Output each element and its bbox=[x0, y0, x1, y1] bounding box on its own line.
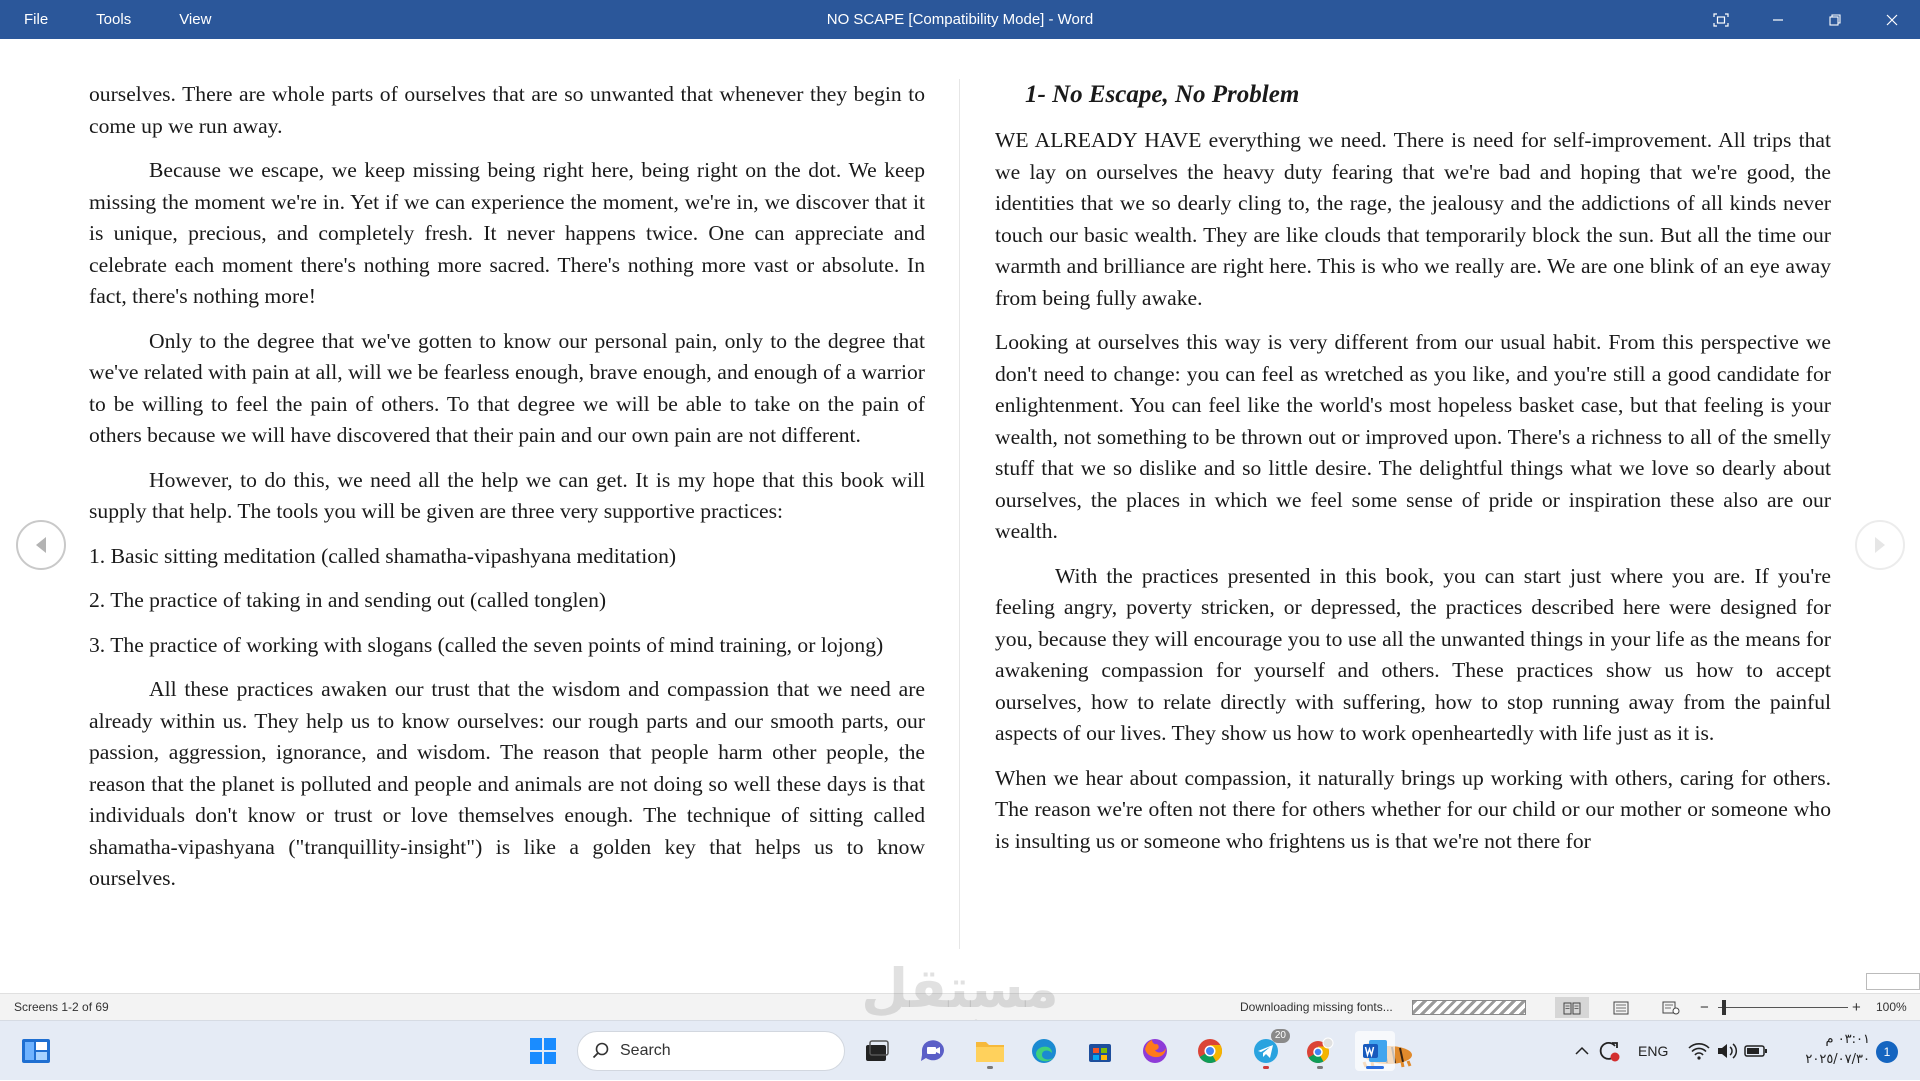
page-divider bbox=[959, 79, 960, 949]
store-icon bbox=[1087, 1038, 1113, 1064]
running-indicator bbox=[1263, 1066, 1269, 1069]
focus-button[interactable] bbox=[1692, 0, 1749, 39]
zoom-slider-track[interactable] bbox=[1718, 1007, 1848, 1008]
restore-button[interactable] bbox=[1806, 0, 1863, 39]
windows-logo-icon bbox=[529, 1037, 557, 1065]
firefox-icon bbox=[1141, 1037, 1169, 1065]
close-button[interactable] bbox=[1863, 0, 1920, 39]
menu-tools[interactable]: Tools bbox=[96, 11, 132, 28]
taskbar-teams[interactable] bbox=[913, 1031, 953, 1071]
zoom-in-button[interactable]: + bbox=[1852, 999, 1861, 1016]
search-icon bbox=[592, 1042, 610, 1060]
sync-error-icon[interactable] bbox=[1598, 1040, 1620, 1062]
zoom-slider-thumb[interactable] bbox=[1722, 1000, 1726, 1015]
taskbar-chrome-profile[interactable] bbox=[1300, 1031, 1340, 1071]
book-icon bbox=[1563, 1001, 1581, 1015]
widgets-button[interactable] bbox=[16, 1031, 56, 1071]
chrome-profile-icon bbox=[1305, 1037, 1335, 1065]
wifi-icon[interactable] bbox=[1688, 1042, 1710, 1060]
task-view-icon bbox=[864, 1039, 890, 1063]
web-layout-icon bbox=[1662, 1001, 1680, 1015]
running-indicator bbox=[1317, 1066, 1323, 1069]
next-screen-button[interactable] bbox=[1855, 520, 1905, 570]
taskbar-word[interactable] bbox=[1355, 1031, 1395, 1071]
focus-icon bbox=[1713, 13, 1729, 27]
taskbar-file-explorer[interactable] bbox=[970, 1031, 1010, 1071]
active-indicator bbox=[1366, 1066, 1384, 1069]
word-icon bbox=[1361, 1037, 1389, 1065]
minimize-icon bbox=[1772, 14, 1784, 26]
taskbar-search[interactable] bbox=[577, 1031, 845, 1071]
right-page bbox=[995, 79, 1831, 870]
reading-view bbox=[0, 39, 1920, 974]
arrow-right-icon bbox=[1871, 535, 1889, 555]
chrome-icon bbox=[1196, 1037, 1224, 1065]
web-layout-button[interactable] bbox=[1654, 997, 1688, 1018]
window-controls bbox=[1692, 0, 1920, 39]
taskbar bbox=[0, 1020, 1920, 1080]
list-item: 1. Basic sitting meditation (called shamatha-vipashyana meditation) bbox=[89, 543, 677, 568]
read-mode-button[interactable] bbox=[1555, 997, 1589, 1018]
status-message: Downloading missing fonts... bbox=[1240, 1000, 1393, 1014]
window-title: NO SCAPE [Compatibility Mode] - Word bbox=[826, 11, 1094, 28]
paragraph: Looking at ourselves this way is very different from our usual habit. From this perspective we don't need to change: you can feel as wretched as you like, and you're still a good candidate for enlightenment. You can feel like the world's most hopeless basket case, but that feeling is your wealth, not something to be thrown out or improved upon. There's a richness to all of the smelly stuff that we so dislike and so little desire. The delightful things what we love so dearly about ourselves, the places in which we feel some sense of pride or inspiration these also are our wealth. bbox=[995, 330, 1831, 543]
paragraph: When we hear about compassion, it naturally brings up working with others, caring for others. The reason we're often not there for others whether for our child or our mother or someone who is insulting us or someone who frightens us is that we're not there for bbox=[995, 765, 1831, 853]
page-icon bbox=[1613, 1001, 1629, 1015]
left-page bbox=[89, 79, 925, 908]
start-button[interactable] bbox=[523, 1031, 563, 1071]
scroll-indicator bbox=[1866, 973, 1920, 990]
chevron-up-icon[interactable] bbox=[1574, 1046, 1590, 1056]
taskbar-edge[interactable] bbox=[1024, 1031, 1064, 1071]
clock-time: ٠٣:٠١ م bbox=[1825, 1032, 1870, 1047]
arrow-left-icon bbox=[32, 535, 50, 555]
widgets-icon bbox=[21, 1038, 51, 1064]
minimize-button[interactable] bbox=[1749, 0, 1806, 39]
list-item: 3. The practice of working with slogans (called the seven points of mind training, or lojong) bbox=[89, 632, 884, 657]
search-label: Search bbox=[620, 1042, 671, 1059]
system-clock[interactable] bbox=[1790, 1030, 1870, 1070]
notification-badge[interactable]: 1 bbox=[1876, 1041, 1898, 1063]
paragraph: However, to do this, we need all the help we can get. It is my hope that this book will supply that help. The tools you will be given are three very supportive practices: bbox=[89, 467, 925, 523]
system-tray bbox=[1574, 1021, 1768, 1081]
clock-date: ٢٠٢٥/٠٧/٣٠ bbox=[1805, 1052, 1870, 1067]
paragraph: With the practices presented in this book, you can start just where you are. If you're feeling angry, poverty stricken, or depressed, the practices described here were designed for you, because they will encourage you to use all the unwanted things in your life as the means for awakening compassion for yourself and others. These practices show us how to accept ourselves, how to relate directly with suffering, how to stop running away from the painful aspects of our lives. They show us how to work openheartedly with life just as it is. bbox=[995, 563, 1831, 745]
taskbar-store[interactable] bbox=[1080, 1031, 1120, 1071]
chapter-heading: 1- No Escape, No Problem bbox=[1025, 81, 1300, 108]
status-bar bbox=[0, 993, 1920, 1020]
zoom-level[interactable]: 100% bbox=[1876, 1000, 1907, 1014]
taskbar-telegram[interactable] bbox=[1246, 1031, 1286, 1071]
running-indicator bbox=[987, 1066, 993, 1069]
language-indicator[interactable]: ENG bbox=[1638, 1043, 1669, 1059]
taskbar-chrome[interactable] bbox=[1190, 1031, 1230, 1071]
watermark-logo: مستقل bbox=[861, 957, 1059, 1020]
title-bar bbox=[0, 0, 1920, 39]
telegram-unread-badge: 20 bbox=[1271, 1029, 1290, 1043]
menu-view[interactable]: View bbox=[179, 11, 212, 28]
zoom-out-button[interactable]: − bbox=[1700, 999, 1709, 1016]
list-item: 2. The practice of taking in and sending out (called tonglen) bbox=[89, 588, 607, 612]
paragraph: WE ALREADY HAVE everything we need. There is need for self-improvement. All trips that we lay on ourselves the heavy duty fearing that we're bad and hoping that we're good, the identities that we so dearly cling to, the rage, the jealousy and the addictions of all kinds never touch our basic wealth. They are like clouds that temporarily block the sun. But all the time our warmth and brilliance are right here. This is who we really are. We are one blink of an eye away from being fully awake. bbox=[995, 128, 1831, 310]
restore-icon bbox=[1829, 14, 1841, 26]
close-icon bbox=[1886, 14, 1898, 26]
menu-file[interactable]: File bbox=[24, 11, 49, 28]
volume-icon[interactable] bbox=[1716, 1042, 1738, 1060]
previous-screen-button[interactable] bbox=[16, 520, 66, 570]
video-chat-icon bbox=[919, 1038, 947, 1064]
download-progress-bar bbox=[1412, 1000, 1526, 1015]
taskbar-firefox[interactable] bbox=[1135, 1031, 1175, 1071]
paragraph: Only to the degree that we've gotten to know our personal pain, only to the degree that we've related with pain at all, will we be fearless enough, brave enough, and enough of a warrior to be willing to feel the pain of others. To that degree we will be able to take on the pain of others because we will have discovered that their pain and our own pain are not different. bbox=[89, 328, 925, 447]
battery-icon[interactable] bbox=[1744, 1044, 1768, 1058]
paragraph: Because we escape, we keep missing being right here, being right on the dot. We keep missing the moment we're in. Yet if we can experience the moment, we're in, we discover that it is unique, precious, and completely fresh. It never happens twice. One can appreciate and celebrate each moment there's nothing more sacred. There's nothing more vast or absolute. In fact, there's nothing more! bbox=[89, 158, 925, 308]
menu-bar bbox=[0, 0, 235, 39]
print-layout-button[interactable] bbox=[1604, 997, 1638, 1018]
screen-counter: Screens 1-2 of 69 bbox=[14, 1000, 109, 1014]
paragraph: All these practices awaken our trust that the wisdom and compassion that we need are already within us. They help us to know ourselves: our rough parts and our smooth parts, our passion, aggression, ignorance, and wisdom. The reason that people harm other people, the reason that the planet is polluted and people and animals are not doing so well these days is that individuals don't know or trust or love themselves enough. The technique of sitting called shamatha-vipashyana ("tranquillity-insight") is like a golden key that helps us to know ourselves. bbox=[89, 677, 925, 890]
folder-icon bbox=[975, 1038, 1005, 1064]
paragraph: ourselves. There are whole parts of ourselves that are so unwanted that whenever they begin to come up we run away. bbox=[89, 82, 925, 138]
edge-browser-icon bbox=[1030, 1037, 1058, 1065]
taskbar-task-view[interactable] bbox=[857, 1031, 897, 1071]
